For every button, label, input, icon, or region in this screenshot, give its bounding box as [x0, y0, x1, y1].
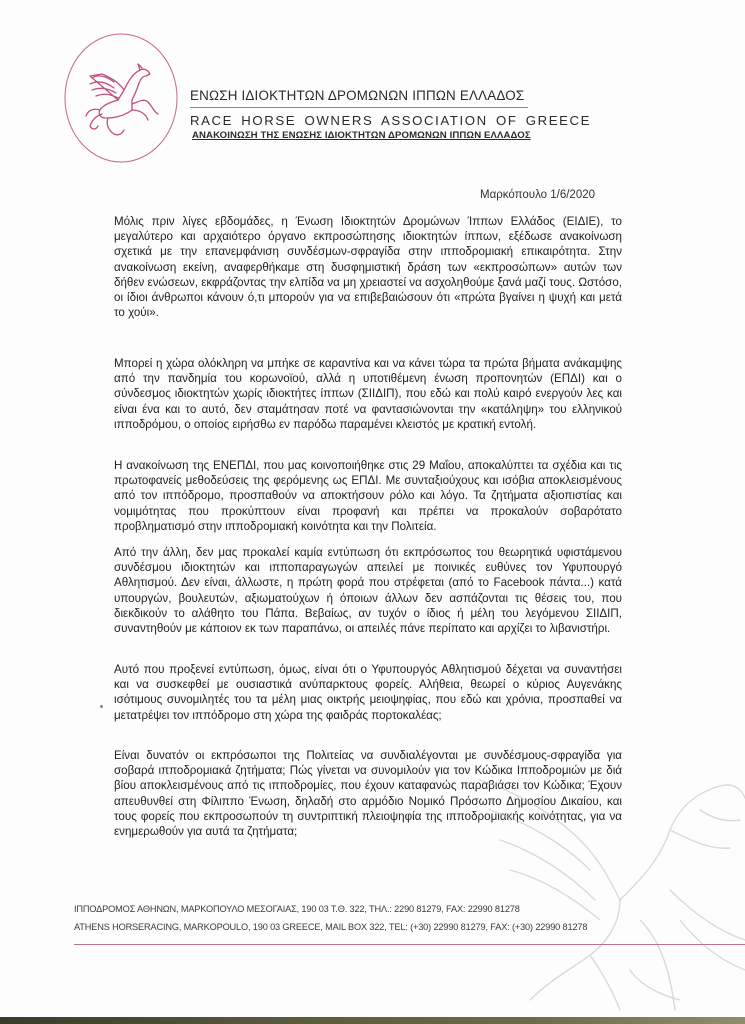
footer-divider — [74, 944, 745, 945]
paragraph-6: Είναι δυνατόν οι εκπρόσωποι της Πολιτείας να συνδιαλέγονται με συνδέσμους-σφραγίδα για σοβαρά ιπποδρομιακά ζητήματα; Πώς γίνεται να συνομιλούν για τον Κώδικα Ιπποδρομιών με διά βίου αποκλεισμένους από τις ιπποδρομίες, που έχουν καταφανώς παραβιάσει τον Κώδικα; Έχουν απευθυνθεί στη Φίλιππο Ένωση, δηλαδή στο αρμόδιο Νομικό Πρόσωπο Δημοσίου Δικαίου, και τους φορείς που εκπροσωπούν τη συντριπτική πλειοψηφία της ιπποδρομιακής κοινότητας, για να ενημερωθούν για αυτά τα ζητήματα; — [114, 749, 622, 839]
pegasus-icon — [62, 30, 180, 166]
scan-speck — [100, 705, 103, 708]
place-date: Μαρκόπουλο 1/6/2020 — [480, 189, 595, 201]
pegasus-watermark-icon — [470, 770, 745, 1020]
footer-line-greek: ΙΠΠΟΔΡΟΜΟΣ ΑΘΗΝΩΝ, ΜΑΡΚΟΠΟΥΛΟ ΜΕΣΟΓΑΙΑΣ, 190 03 Τ.Θ. 322, ΤΗΛ.: 2290 81279, FAX: 22990 81278 — [74, 904, 520, 914]
org-name-greek: ΕΝΩΣΗ ΙΔΙΟΚΤΗΤΩΝ ΔΡΟΜΩΝΩΝ ΙΠΠΩΝ ΕΛΛΑΔΟΣ — [190, 88, 525, 103]
letterhead-divider — [190, 107, 528, 108]
letterhead — [190, 88, 591, 128]
paragraph-3: Η ανακοίνωση της ΕΝΕΠΔΙ, που μας κοινοποιήθηκε στις 29 Μαΐου, αποκαλύπτει τα σχέδια και τις πρωτοφανείς μεθοδεύσεις της φερόμενης ως ΕΠΔΙ. Με συνταξιούχους και ισόβια αποκλεισμένους από τον ιππόδρομο, προσπαθούν να αποκτήσουν ρόλο και λόγο. Τα ζητήματα αξιοπιστίας και νομιμότητας που προκύπτουν είναι προφανή και πρέπει να προκαλούν σοβαρότατο προβληματισμό στην ιπποδρομιακή κοινότητα και την Πολιτεία. — [114, 459, 622, 533]
announcement-title: ΑΝΑΚΟΙΝΩΣΗ ΤΗΣ ΕΝΩΣΗΣ ΙΔΙΟΚΤΗΤΩΝ ΔΡΟΜΩΝΩΝ ΙΠΠΩΝ ΕΛΛΑΔΟΣ — [192, 130, 531, 141]
paragraph-1: Μόλις πριν λίγες εβδομάδες, η Ένωση Ιδιοκτητών Δρομώνων Ίππων Ελλάδος (ΕΙΔΙΕ), το μεγαλύτερο και αρχαιότερο όργανο εκπροσώπησης ιδιοκτητών ίππων, εξέδωσε ανακοίνωση σχετικά με την επανεμφάνιση συνδέσμων-σφραγίδα στην ιπποδρομιακή επικαιρότητα. Στην ανακοίνωση εκείνη, αναφερθήκαμε στη δυσφημιστική δράση των «εκπροσώπων» αυτών των δήθεν ενώσεων, εκφράζοντας την ελπίδα να μη χρειαστεί να ασχοληθούμε ξανά μαζί τους. Ωστόσο, οι ίδιοι άνθρωποι κάνουν ό,τι μπορούν για να επιβεβαιώσουν ότι «πρώτα βγαίνει η ψυχή και μετά το χούι». — [114, 215, 622, 320]
paragraph-5: Αυτό που προξενεί εντύπωση, όμως, είναι ότι ο Υφυπουργός Αθλητισμού δέχεται να συναντήσει και να συσκεφθεί με ουσιαστικά ανύπαρκτους φορείς. Αλήθεια, θεωρεί ο κύριος Αυγενάκης ισότιμους συνομιλητές του τα μέλη μιας οικτρής μειοψηφίας, που εδώ και χρόνια, προσπαθεί να μετατρέψει τον ιππόδρομο στη χώρα της φαιδράς πορτοκαλέας; — [114, 663, 622, 722]
footer-line-english: ATHENS HORSERACING, MARKOPOULO, 190 03 GREECE, MAIL BOX 322, TEL: (+30) 22990 81279, FAX: (+30) 22990 81278 — [74, 922, 588, 932]
paragraph-2: Μπορεί η χώρα ολόκληρη να μπήκε σε καραντίνα και να κάνει τώρα τα πρώτα βήματα ανάκαμψης από την πανδημία του κορωνοϊού, αλλά η υποτιθέμενη ένωση προπονητών (ΕΠΔΙ) και ο σύνδεσμος ιδιοκτητών χωρίς ιδιοκτήτες ίππων (ΣΙΙΔΙΠ), που εδώ και πολύ καιρό ενεργούν λες και είναι ένα και το αυτό, δεν σταμάτησαν ποτέ να φαντασιώνονται την «κατάληψη» του ελληνικού ιπποδρόμου, ο οποίος ειρήσθω εν παρόδω παραμένει κλειστός με κρατική εντολή. — [114, 357, 622, 431]
footer-address — [74, 900, 587, 936]
scan-edge — [0, 1017, 745, 1024]
paragraph-4: Από την άλλη, δεν μας προκαλεί καμία εντύπωση ότι εκπρόσωπος του θεωρητικά υφιστάμενου συνδέσμου ιδιοκτητών και ιπποπαραγωγών απειλεί με ποινικές ευθύνες τον Υφυπουργό Αθλητισμού. Δεν είναι, άλλωστε, η πρώτη φορά που στρέφεται (από το Facebook πάντα...) κατά υπουργών, βουλευτών, αξιωματούχων ή όποιων άλλων δεν ασπάζονται τις θέσεις του, που διεκδικούν το αλάθητο του Πάπα. Βεβαίως, αν τυχόν ο ίδιος ή μέλη του λεγόμενου ΣΙΙΔΙΠ, συναντηθούν με κάποιον εκ των παραπάνω, οι απειλές πάνε περίπατο και αρχίζει το λιβανιστήρι. — [114, 546, 622, 636]
org-name-english: RACE HORSE OWNERS ASSOCIATION OF GREECE — [190, 113, 592, 128]
